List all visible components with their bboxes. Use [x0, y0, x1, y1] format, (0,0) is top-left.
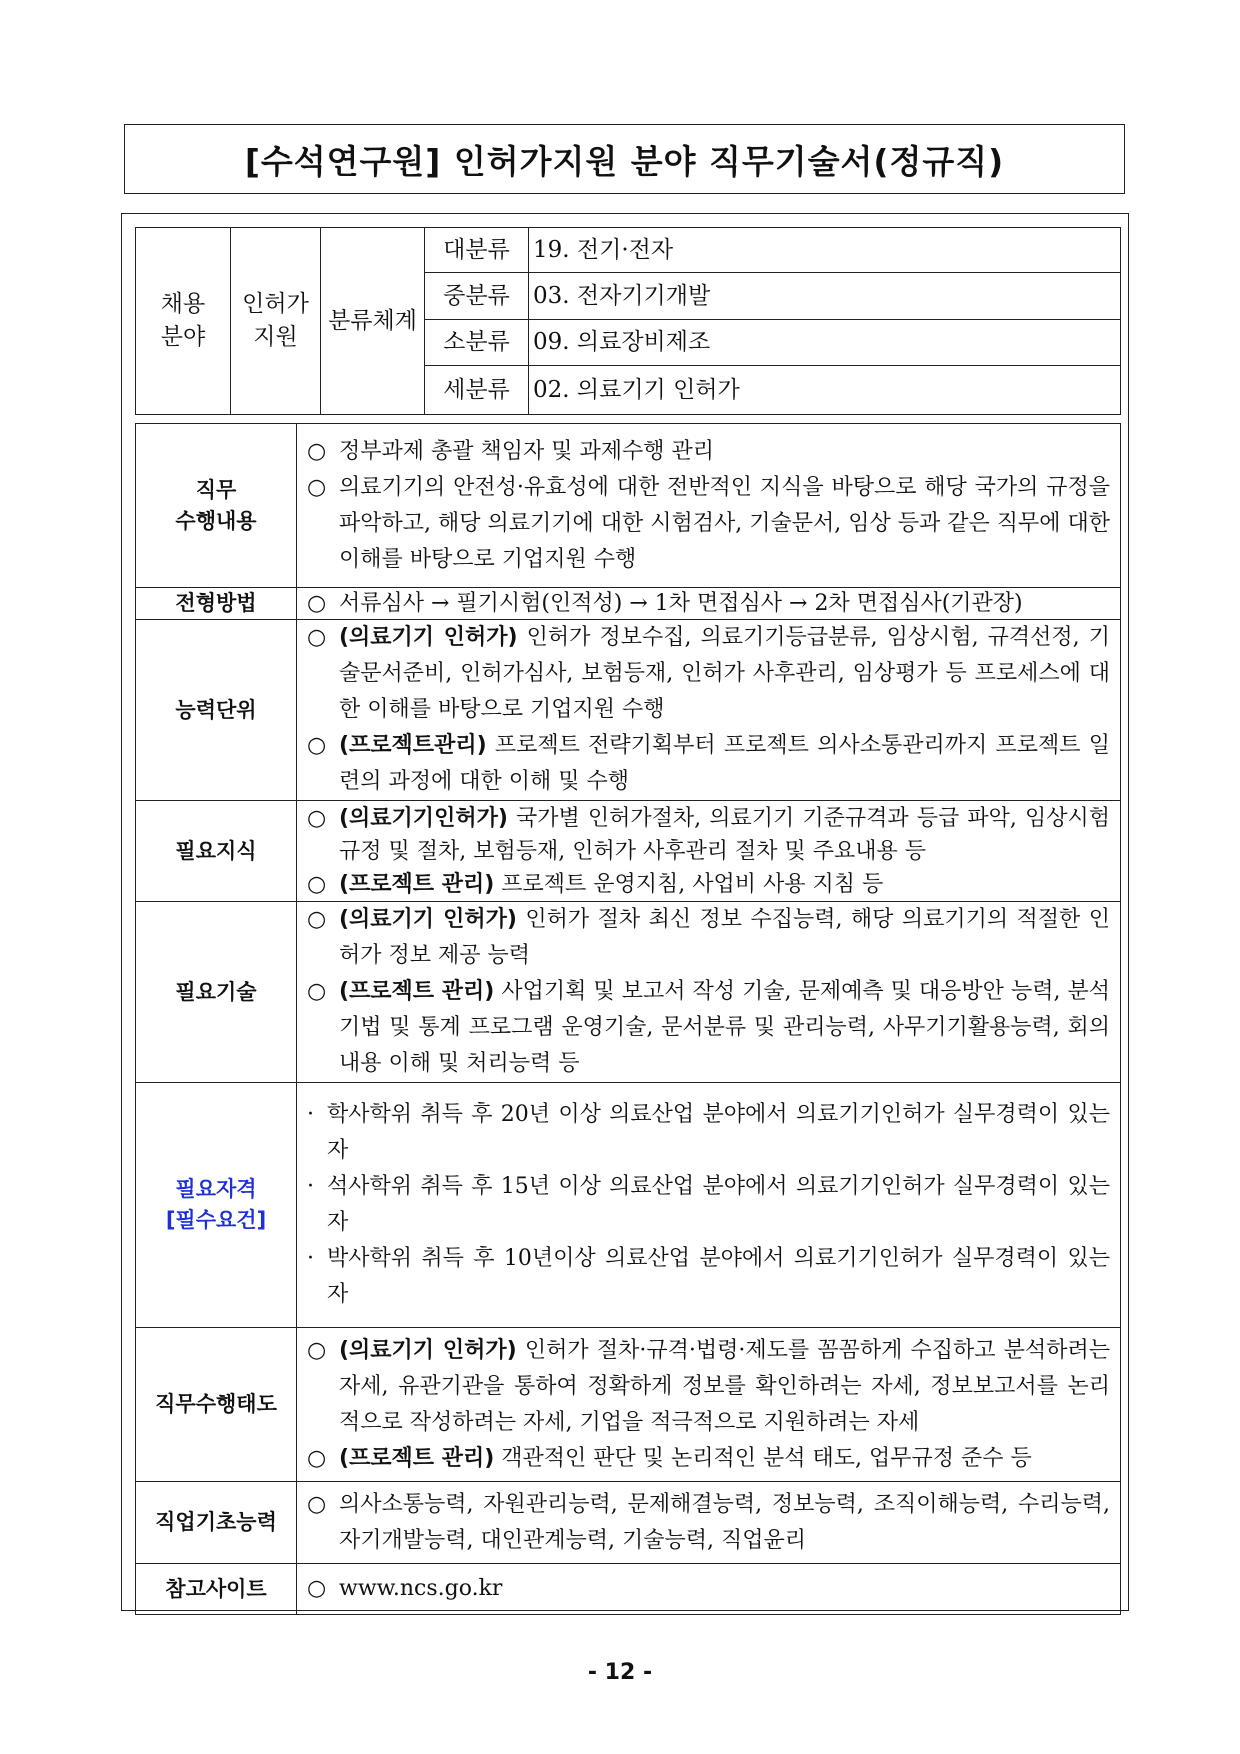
- basic-ability-label: 직업기초능력: [136, 1482, 297, 1564]
- basic-ability-content: ○ 의사소통능력, 자원관리능력, 문제해결능력, 정보능력, 조직이해능력, 수리능력, 자기개발능력, 대인관계능력, 기술능력, 직업윤리: [297, 1482, 1121, 1564]
- duty-content: [297, 424, 1121, 588]
- middle-category-value: 03. 전자기기개발: [529, 273, 1121, 320]
- competency-row: [136, 620, 1121, 801]
- list-item: ○ (의료기기 인허가) 인허가 정보수집, 의료기기등급분류, 임상시험, 규격선정, 기술문서준비, 인허가심사, 보험등재, 인허가 사후관리, 임상평가 등 프로세스에 대한 이해를 바탕으로 기업지원 수행: [307, 625, 1110, 722]
- list-item: ○ (프로젝트관리) 프로젝트 전략기획부터 프로젝트 의사소통관리까지 프로젝트 일련의 과정에 대한 이해 및 수행: [307, 733, 1110, 794]
- selection-content: ○ 서류심사 → 필기시험(인적성) → 1차 면접심사 → 2차 면접심사(기관장): [297, 588, 1121, 620]
- sub-category-label: 세분류: [425, 366, 529, 415]
- attitude-row: [136, 1328, 1121, 1482]
- list-item: ○ (의료기기 인허가) 인허가 절차·규격·법령·제도를 꼼꼼하게 수집하고 분석하려는 자세, 유관기관을 통하여 정확하게 정보를 확인하려는 자세, 정보보고서를 논리적으로 작성하려는 자세, 기업을 적극적으로 지원하려는 자세: [307, 1337, 1110, 1435]
- skill-label: 필요기술: [136, 902, 297, 1083]
- skill-content: [297, 902, 1121, 1083]
- knowledge-label: 필요지식: [136, 801, 297, 902]
- list-item: · 석사학위 취득 후 15년 이상 의료산업 분야에서 의료기기인허가 실무경력이 있는 자: [307, 1174, 1110, 1235]
- attitude-label: 직무수행태도: [136, 1328, 297, 1482]
- duty-label: 직무 수행내용: [136, 424, 297, 588]
- major-category-value: 19. 전기·전자: [529, 228, 1121, 273]
- qualification-label: 필요자격 [필수요건]: [136, 1083, 297, 1328]
- page-number: - 12 -: [587, 1660, 653, 1685]
- minor-category-value: 09. 의료장비제조: [529, 320, 1121, 366]
- title-box: [124, 124, 1125, 194]
- page-title: [수석연구원] 인허가지원 분야 직무기술서(정규직): [244, 141, 1005, 181]
- reference-content: ○ www.ncs.go.kr: [297, 1564, 1121, 1615]
- classification-table: [135, 227, 1121, 415]
- recruit-field-label: 채용 분야: [136, 228, 231, 415]
- list-item: ○ 의료기기의 안전성·유효성에 대한 전반적인 지식을 바탕으로 해당 국가의 규정을 파악하고, 해당 의료기기에 대한 시험검사, 기술문서, 임상 등과 같은 직무에 대한 이해를 바탕으로 기업지원 수행: [307, 474, 1110, 572]
- selection-row: [136, 588, 1121, 620]
- list-item: ○ 정부과제 총괄 책임자 및 과제수행 관리: [307, 438, 714, 464]
- qualification-content: [297, 1083, 1121, 1328]
- attitude-content: [297, 1328, 1121, 1482]
- knowledge-row: [136, 801, 1121, 902]
- reference-row: [136, 1564, 1121, 1615]
- reference-label: 참고사이트: [136, 1564, 297, 1615]
- job-description-frame: [121, 213, 1129, 1611]
- list-item: ○ (프로젝트 관리) 프로젝트 운영지침, 사업비 사용 지침 등: [307, 871, 884, 897]
- duty-row: [136, 424, 1121, 588]
- list-item: · 박사학위 취득 후 10년이상 의료산업 분야에서 의료기기인허가 실무경력이 있는 자: [307, 1246, 1110, 1307]
- sub-category-value: 02. 의료기기 인허가: [529, 366, 1121, 415]
- reference-link[interactable]: www.ncs.go.kr: [339, 1576, 503, 1601]
- basic-ability-row: [136, 1482, 1121, 1564]
- competency-content: [297, 620, 1121, 801]
- minor-category-label: 소분류: [425, 320, 529, 366]
- major-category-label: 대분류: [425, 228, 529, 273]
- skill-row: [136, 902, 1121, 1083]
- knowledge-content: [297, 801, 1121, 902]
- job-detail-table: [135, 423, 1121, 1615]
- recruit-field-value: 인허가 지원: [231, 228, 321, 415]
- list-item: ○ (의료기기 인허가) 인허가 절차 최신 정보 수집능력, 해당 의료기기의 적절한 인허가 정보 제공 능력: [307, 907, 1110, 968]
- competency-label: 능력단위: [136, 620, 297, 801]
- list-item: · 학사학위 취득 후 20년 이상 의료산업 분야에서 의료기기인허가 실무경력이 있는 자: [307, 1102, 1110, 1163]
- list-item: ○ (프로젝트 관리) 객관적인 판단 및 논리적인 분석 태도, 업무규정 준수 등: [307, 1445, 1032, 1471]
- list-item: ○ (의료기기인허가) 국가별 인허가절차, 의료기기 기준규격과 등급 파악, 임상시험 규정 및 절차, 보험등재, 인허가 사후관리 절차 및 주요내용 등: [307, 805, 1110, 864]
- classification-system-label: 분류체계: [321, 228, 425, 415]
- list-item: ○ (프로젝트 관리) 사업기획 및 보고서 작성 기술, 문제예측 및 대응방안 능력, 분석기법 및 통계 프로그램 운영기술, 문서분류 및 관리능력, 사무기기활용능력, 회의내용 이해 및 처리능력 등: [307, 979, 1110, 1076]
- middle-category-label: 중분류: [425, 273, 529, 320]
- qualification-row: [136, 1083, 1121, 1328]
- selection-label: 전형방법: [136, 588, 297, 620]
